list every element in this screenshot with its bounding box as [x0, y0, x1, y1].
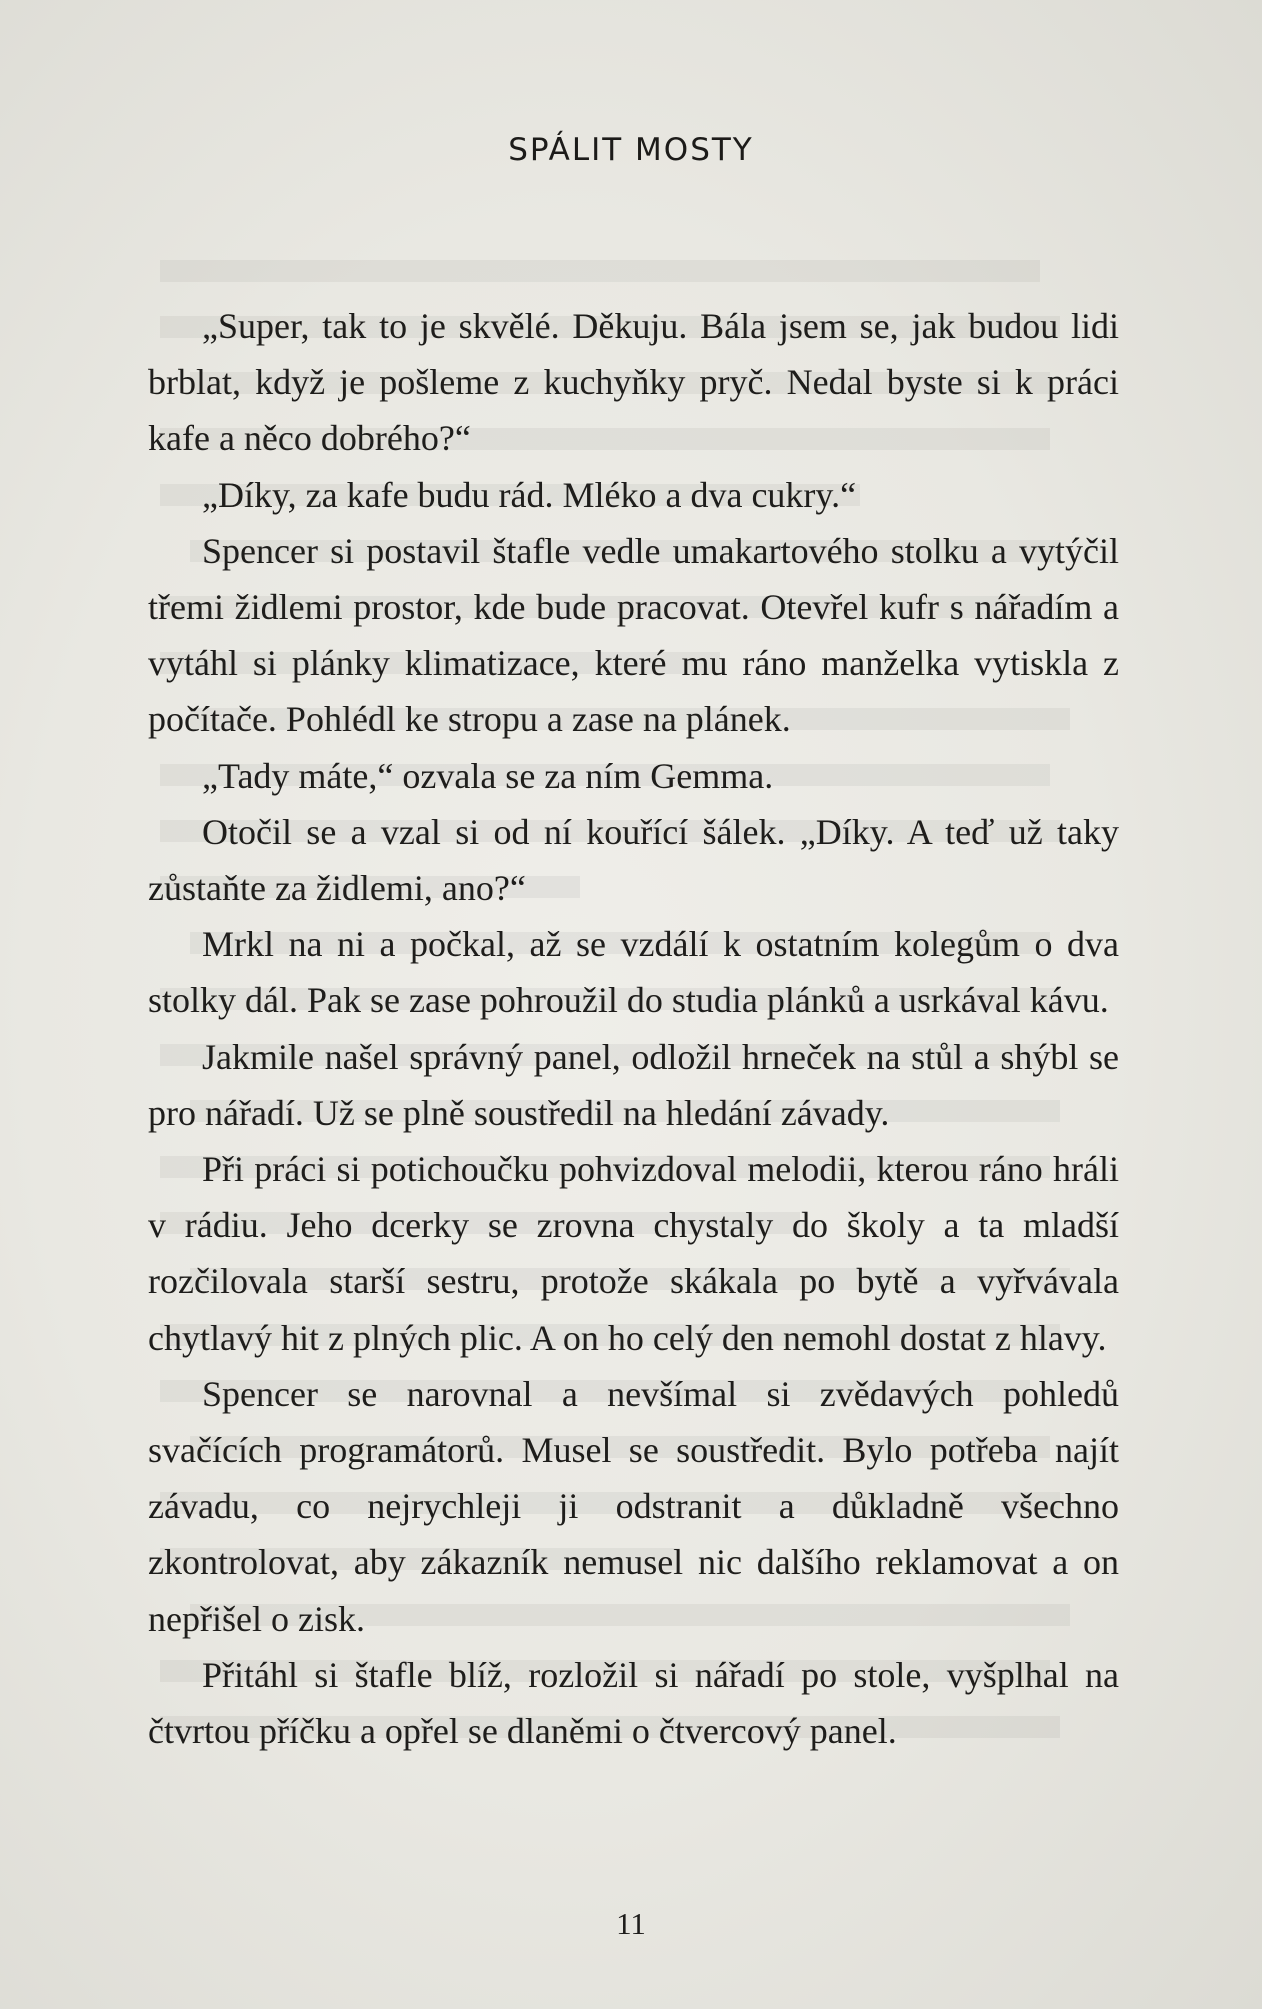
paragraph: Otočil se a vzal si od ní kouřící šálek. „Díky. A teď už taky zůstaňte za židlemi, ano?“: [148, 811, 1119, 909]
paragraph: Spencer si postavil štafle vedle umakartového stolku a vytýčil třemi židlemi prostor, kde bude pracovat. Otevřel kufr s nářadím a vytáhl si plánky klimatizace, které mu ráno manželka vytiskla z počítače. Pohlédl ke stropu a zase na plánek.: [148, 530, 1119, 740]
paragraph: „Díky, za kafe budu rád. Mléko a dva cukry.“: [202, 474, 857, 515]
paragraph: „Super, tak to je skvělé. Děkuju. Bála jsem se, jak budou lidi brblat, když je pošleme z kuchyňky pryč. Nedal byste si k práci kafe a něco dobrého?“: [148, 306, 1119, 459]
body-text: [148, 298, 1119, 1759]
paragraph: Jakmile našel správný panel, odložil hrneček na stůl a shýbl se pro nářadí. Už se plně soustředil na hledání závady.: [148, 1036, 1119, 1133]
paragraph: Spencer se narovnal a nevšímal si zvědavých pohledů svačících programátorů. Musel se soustředit. Bylo potřeba najít závadu, co nejrychleji ji odstranit a důkladně všechno zkontrolovat, aby zákazník nemusel nic dalšího reklamovat a on nepřišel o zisk.: [148, 1373, 1119, 1639]
paragraph: „Tady máte,“ ozvala se za ním Gemma.: [202, 755, 774, 796]
running-head: SPÁLIT MOSTY: [508, 132, 754, 168]
paragraph: Mrkl na ni a počkal, až se vzdálí k ostatním kolegům o dva stolky dál. Pak se zase pohroužil do studia plánků a usrkával kávu.: [148, 924, 1119, 1021]
page-number: 11: [616, 1906, 646, 1941]
paragraph: Při práci si potichoučku pohvizdoval melodii, kterou ráno hráli v rádiu. Jeho dcerky se zrovna chystaly do školy a ta mladší rozčilovala starší sestru, protože skákala po bytě a vyřvávala chytlavý hit z plných plic. A on ho celý den nemohl dostat z hlavy.: [148, 1149, 1119, 1358]
paragraph: Přitáhl si štafle blíž, rozložil si nářadí po stole, vyšplhal na čtvrtou příčku a opřel se dlaněmi o čtvercový panel.: [148, 1654, 1119, 1752]
